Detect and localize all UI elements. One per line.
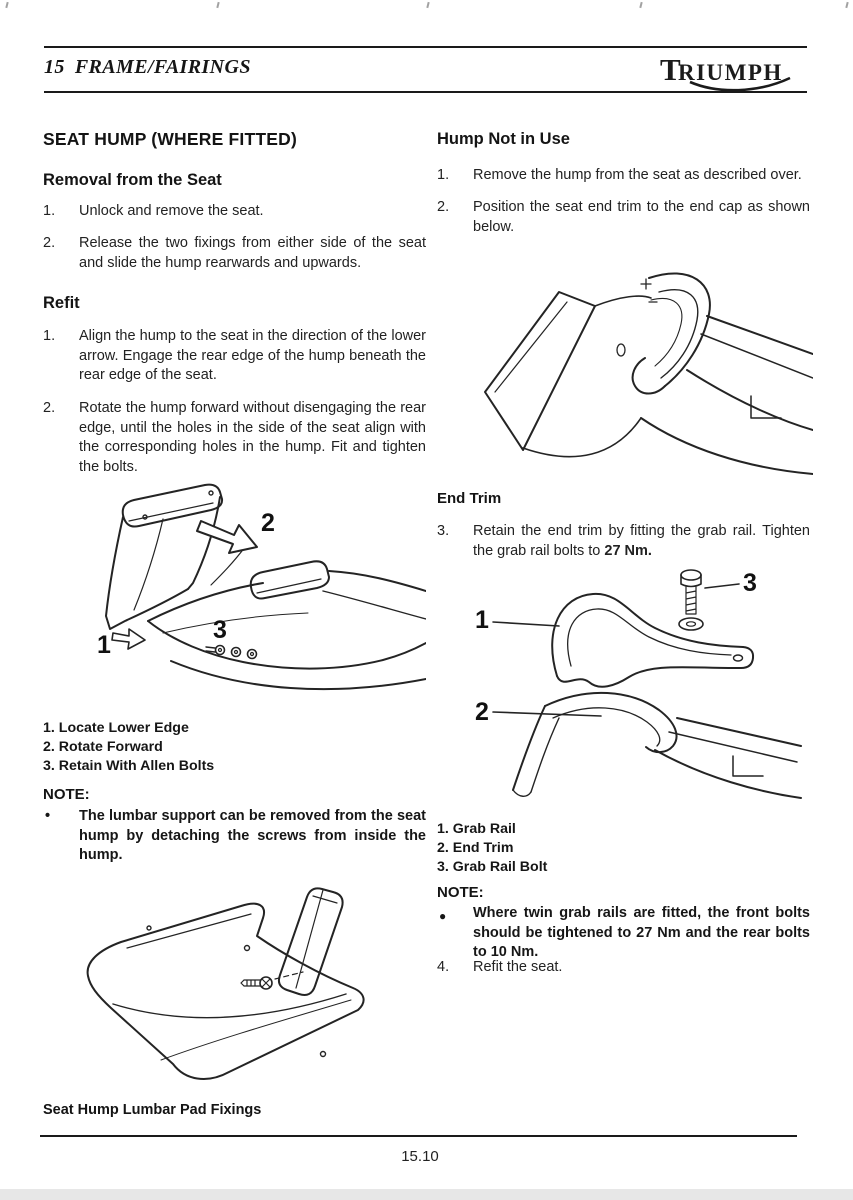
callout-3: 3 — [743, 569, 757, 597]
step-text: Align the hump to the seat in the direction of the lower arrow. Engage the rear edge of the hump beneath the rear edge of the seat. — [79, 328, 426, 383]
figure-grab-rail — [449, 560, 809, 812]
step-text: Rotate the hump forward without disengaging the rear edge, until the holes in the side of the seat align with the corresponding holes in the hump. Fit and tighten the bolts. — [79, 400, 426, 475]
torque-value: 27 Nm. — [604, 542, 652, 559]
chapter-title: FRAME/FAIRINGS — [74, 56, 251, 78]
figure-refit-legend — [43, 719, 214, 776]
bullet: • — [45, 808, 51, 824]
scan-mark — [426, 2, 429, 8]
scan-mark — [5, 2, 8, 8]
legend-item: 2. Rotate Forward — [43, 739, 163, 755]
callout-2: 2 — [261, 509, 275, 537]
figure-lumbar-caption: Seat Hump Lumbar Pad Fixings — [43, 1102, 262, 1118]
lumbar-pad-illustration — [61, 876, 409, 1098]
step-number: 2. — [437, 199, 450, 215]
note-text: Where twin grab rails are fitted, the front bolts should be tightened to 27 Nm and the rear bolts to 10 Nm. — [473, 905, 810, 960]
seat-hump-refit-illustration — [93, 483, 426, 709]
scan-mark — [845, 2, 848, 8]
triumph-logo-letters: RIUMPH — [678, 60, 783, 85]
footer-rule — [40, 1135, 797, 1137]
callout-3: 3 — [213, 616, 227, 644]
step-text: Unlock and remove the seat. — [79, 203, 264, 219]
step-number: 4. — [437, 959, 450, 975]
refit-seat-step-4 — [437, 958, 810, 978]
left-column — [43, 0, 426, 1200]
callout-1: 1 — [475, 606, 489, 634]
section-title: SEAT HUMP (WHERE FITTED) — [43, 129, 298, 149]
end-trim-step-3 — [437, 522, 810, 561]
step-text: Remove the hump from the seat as described over. — [473, 167, 802, 183]
removal-step-1 — [43, 202, 426, 222]
grab-rail-illustration — [449, 560, 809, 812]
step-text: Refit the seat. — [473, 959, 563, 975]
hump-step-1 — [437, 166, 810, 186]
step-number: 2. — [43, 400, 56, 416]
legend-item: 3. Retain With Allen Bolts — [43, 758, 215, 774]
step-number: 1. — [43, 203, 56, 219]
step-number: 2. — [43, 235, 56, 251]
step-number: 1. — [437, 167, 450, 183]
scan-edge — [0, 1189, 853, 1200]
right-column — [437, 0, 810, 1200]
end-trim-illustration — [445, 258, 813, 480]
refit-heading: Refit — [43, 294, 80, 312]
refit-step-1 — [43, 327, 426, 386]
hump-not-in-use-heading: Hump Not in Use — [437, 130, 570, 148]
note-text: The lumbar support can be removed from the seat hump by detaching the screws from inside the hump. — [79, 808, 426, 863]
figure-end-trim-position — [445, 258, 813, 480]
note-heading: NOTE: — [437, 884, 484, 901]
figure-seat-hump-refit — [93, 483, 426, 709]
removal-step-2 — [43, 234, 426, 273]
legend-item: 1. Grab Rail — [437, 821, 516, 837]
callout-1: 1 — [97, 631, 111, 659]
note-heading: NOTE: — [43, 786, 90, 803]
removal-heading: Removal from the Seat — [43, 171, 222, 189]
svg-text:T: T — [660, 52, 681, 87]
end-trim-heading: End Trim — [437, 490, 502, 507]
step-text: Position the seat end trim to the end cap as shown below. — [473, 199, 810, 235]
figure-grabrail-legend — [437, 820, 547, 877]
legend-item: 3. Grab Rail Bolt — [437, 859, 548, 875]
figure-lumbar-pad — [61, 876, 409, 1098]
step-text: Release the two fixings from either side of the seat and slide the hump rearwards and upwards. — [79, 235, 426, 271]
note-item — [437, 904, 810, 963]
bullet: ● — [439, 909, 447, 923]
step-text: Retain the end trim by fitting the grab rail. Tighten the grab rail bolts to — [473, 523, 810, 559]
refit-step-2 — [43, 399, 426, 477]
step-number: 3. — [437, 523, 450, 539]
chapter-number: 15 — [44, 56, 65, 78]
step-number: 1. — [43, 328, 56, 344]
page-number: 15.10 — [401, 1148, 439, 1165]
legend-item: 1. Locate Lower Edge — [43, 720, 189, 736]
hump-step-2 — [437, 198, 810, 237]
note-item — [43, 807, 426, 866]
legend-item: 2. End Trim — [437, 840, 514, 856]
callout-2: 2 — [475, 698, 489, 726]
